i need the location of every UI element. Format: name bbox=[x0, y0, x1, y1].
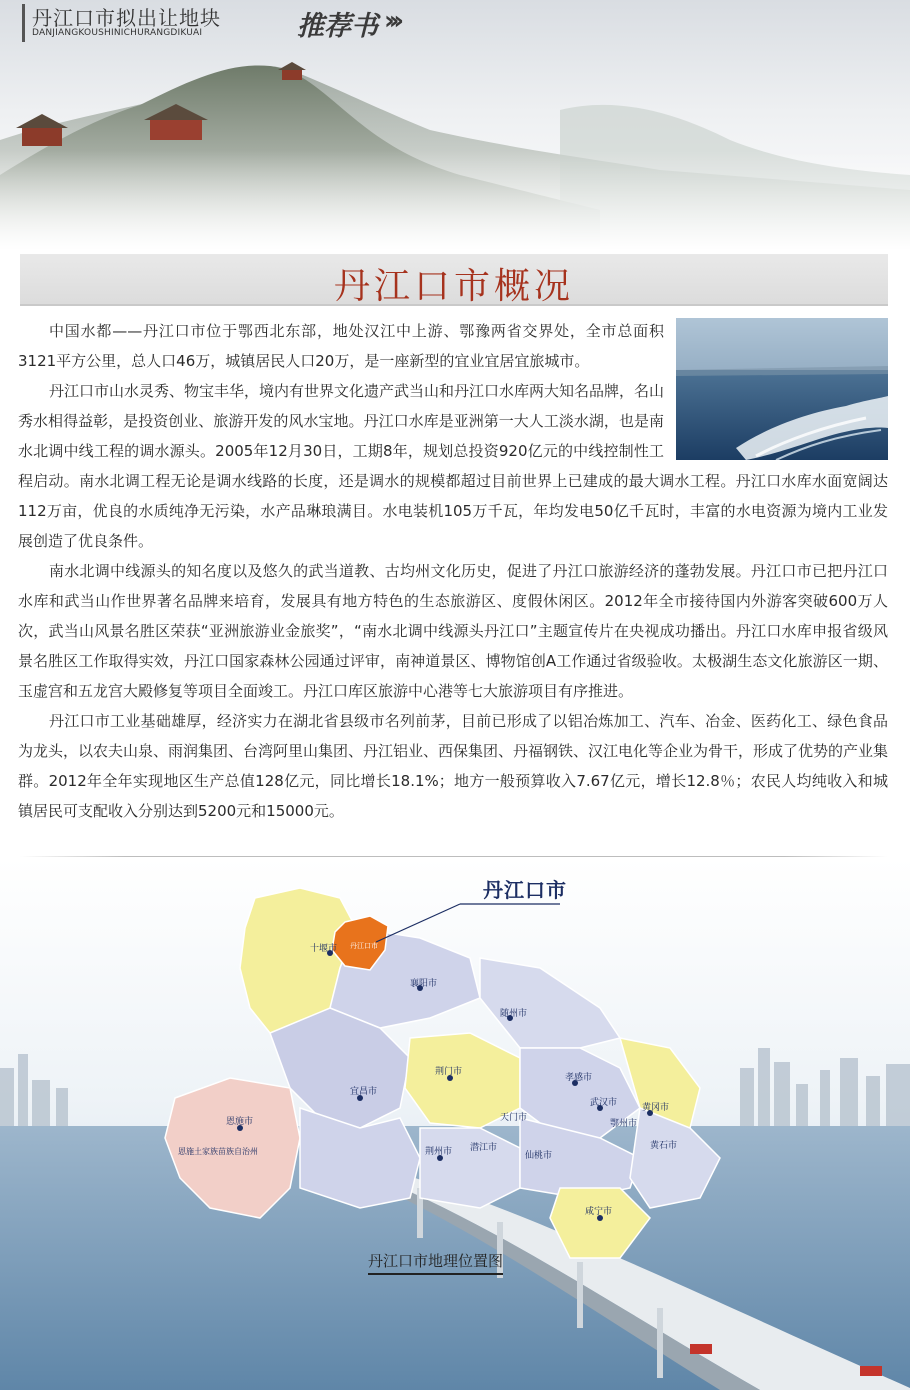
brand-pinyin: DANJIANGKOUSHINICHURANGDIKUAI bbox=[32, 28, 203, 38]
paragraph-industry: 丹江口市工业基础雄厚，经济实力在湖北省县级市名列前茅，目前已形成了以铝冶炼加工、汽车、冶金、医药化工、绿色食品为龙头，以农夫山泉、雨润集团、台湾阿里山集团、丹江铝业、西保集团、丹福钢铁、汉江电化等企业为骨干，形成了优势的产业集群。2012年全年实现地区生产总值128亿元，同比增长18.1%；地方一般预算收入7.67亿元，增长12.8％；农民人均纯收入和城镇居民可支配收入分别达到5200元和15000元。 bbox=[18, 712, 889, 820]
paragraph-intro: 中国水都——丹江口市位于鄂西北东部，地处汉江中上游、鄂豫两省交界处，全市总面积3121平方公里，总人口46万，城镇居民人口20万，是一座新型的宜业宜居宜旅城市。 bbox=[18, 322, 664, 370]
paragraph-tourism: 南水北调中线源头的知名度以及悠久的武当道教、古均州文化历史，促进了丹江口旅游经济的蓬勃发展。丹江口市已把丹江口水库和武当山作世界著名品牌来培育，发展具有地方特色的生态旅游区、度假休闲区。2012年全市接待国内外游客突破600万人次，武当山风景名胜区荣获“亚洲旅游业金旅奖”，“南水北调中线源头丹江口”主题宣传片在央视成功播出。丹江口水库申报省级风景名胜区工作取得实效，丹江口国家森林公园通过评审，南神道景区、博物馆创A工作通过省级验收。太极湖生态文化旅游区一期、玉虚宫和五龙宫大殿修复等项目全面竣工。丹江口库区旅游中心港等七大旅游项目有序推进。 bbox=[18, 562, 888, 700]
map-city-xianning: 咸宁市 bbox=[585, 1207, 613, 1217]
hubei-map bbox=[0, 858, 910, 1390]
map-city-xiangyang: 襄阳市 bbox=[410, 979, 438, 989]
reservoir-boat-photo bbox=[676, 318, 888, 460]
map-city-xiantao: 仙桃市 bbox=[525, 1151, 553, 1161]
map-highlight-label: 丹江口市 bbox=[483, 878, 567, 902]
map-city-xiaogan: 孝感市 bbox=[565, 1073, 593, 1083]
map-city-enshi: 恩施市 bbox=[226, 1117, 254, 1127]
map-city-huangshi: 黄石市 bbox=[650, 1141, 678, 1151]
map-caption: 丹江口市地理位置图 bbox=[368, 1250, 503, 1275]
section-title-bar bbox=[20, 254, 888, 306]
section-title: 丹江口市概况 bbox=[333, 266, 574, 307]
brand-title: 丹江口市拟出让地块 bbox=[32, 6, 221, 30]
map-city-jingmen: 荆门市 bbox=[435, 1067, 463, 1077]
map-city-yichang: 宜昌市 bbox=[350, 1087, 378, 1097]
map-city-wuhan: 武汉市 bbox=[590, 1098, 618, 1108]
brand-tag: 推荐书 bbox=[297, 11, 378, 42]
brand-divider bbox=[22, 4, 25, 42]
section-divider bbox=[20, 856, 888, 857]
map-city-huanggang: 黄冈市 bbox=[642, 1103, 670, 1113]
map-prefecture-enshi: 恩施土家族苗族自治州 bbox=[178, 1147, 258, 1156]
map-city-jingzhou: 荆州市 bbox=[425, 1147, 453, 1157]
map-city-tianmen: 天门市 bbox=[500, 1113, 528, 1123]
paragraph-resources: 丹江口市山水灵秀、物宝丰华，境内有世界文化遗产武当山和丹江口水库两大知名品牌，名山秀水相得益彰，是投资创业、旅游开发的风水宝地。丹江口水库是亚洲第一大人工淡水湖，也是南水北调中线工程的调水源头。2005年12月30日，工期8年，规划总投资920亿元的中线控制性工程启动。南水北调工程无论是调水线路的长度，还是调水的规模都超过目前世界上已建成的最大调水工程。丹江口水库水面宽阔达112万亩，优良的水质纯净无污染，水产品琳琅满目。水电装机105万千瓦，年均发电50亿千瓦时，丰富的水电资源为境内工业发展创造了优良条件。 bbox=[18, 382, 888, 550]
map-small-label: 丹江口市 bbox=[350, 942, 378, 950]
header-banner bbox=[0, 0, 910, 250]
article-body bbox=[18, 316, 888, 826]
map-city-suizhou: 随州市 bbox=[500, 1009, 528, 1019]
chevron-right-icon: ››› bbox=[384, 6, 399, 36]
map-section bbox=[0, 858, 910, 1390]
map-city-shiyan: 十堰市 bbox=[310, 944, 338, 954]
map-city-qianjiang: 潜江市 bbox=[470, 1143, 498, 1153]
map-city-ezhou: 鄂州市 bbox=[610, 1119, 638, 1129]
